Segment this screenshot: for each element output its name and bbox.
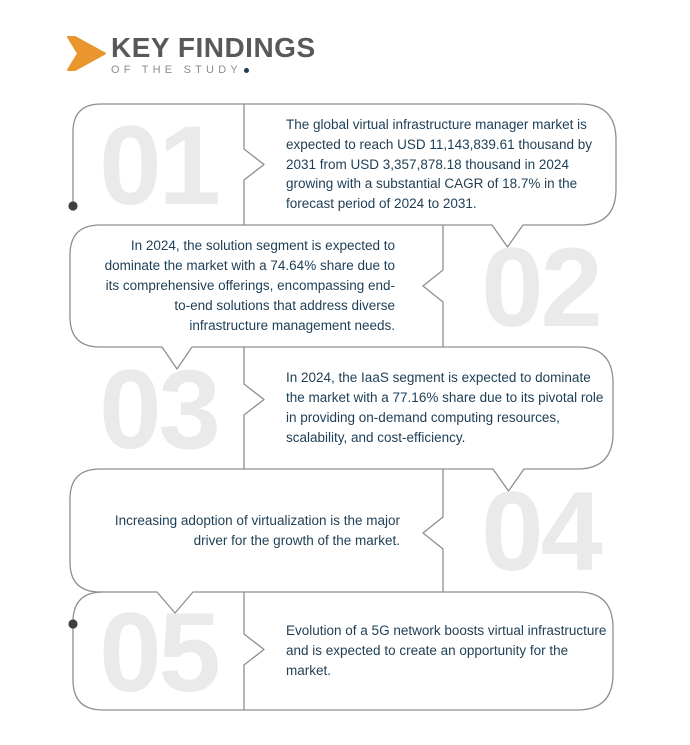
divider-notch-1 — [244, 104, 264, 225]
subtitle-dot-icon — [244, 68, 249, 73]
finding-4-number: 04 — [481, 469, 600, 594]
page-title: KEY FINDINGS — [111, 32, 316, 63]
finding-3-number: 03 — [99, 346, 218, 472]
finding-2-text: In 2024, the solution segment is expected to dominate the market with a 74.64% share due to its comprehensive offerings, encompassing end-to-end solutions that address diverse infrastructure management needs. — [104, 238, 395, 333]
divider-notch-5 — [244, 592, 264, 710]
page-header — [67, 33, 316, 77]
finding-1-number: 01 — [99, 103, 218, 228]
divider-notch-2 — [423, 225, 443, 347]
finding-5-number: 05 — [99, 589, 218, 715]
finding-1-text: The global virtual infrastructure manager market is expected to reach USD 11,143,839.61 thousand by 2031 from USD 3,357,878.18 thousand in 2024 growing with a substantial CAGR of 18.7% in the forecast period of 2024 to 2031. — [286, 116, 592, 212]
orange-arrow-icon — [67, 35, 106, 77]
finding-2-number: 02 — [481, 224, 600, 350]
divider-notch-3 — [244, 347, 264, 469]
finding-3-text: In 2024, the IaaS segment is expected to dominate the market with a 77.16% share due to its pivotal role in providing on-demand computing resources, scalability, and cost-efficiency. — [286, 370, 604, 445]
page-subtitle-row — [111, 65, 316, 76]
page-subtitle: OF THE STUDY — [111, 64, 242, 77]
finding-4-text: Increasing adoption of virtualization is the major driver for the growth of the market. — [114, 512, 400, 548]
header-text — [111, 33, 316, 76]
divider-notch-4 — [423, 469, 443, 592]
finding-5-text: Evolution of a 5G network boosts virtual infrastructure and is expected to create an opportunity for the market. — [286, 623, 607, 678]
